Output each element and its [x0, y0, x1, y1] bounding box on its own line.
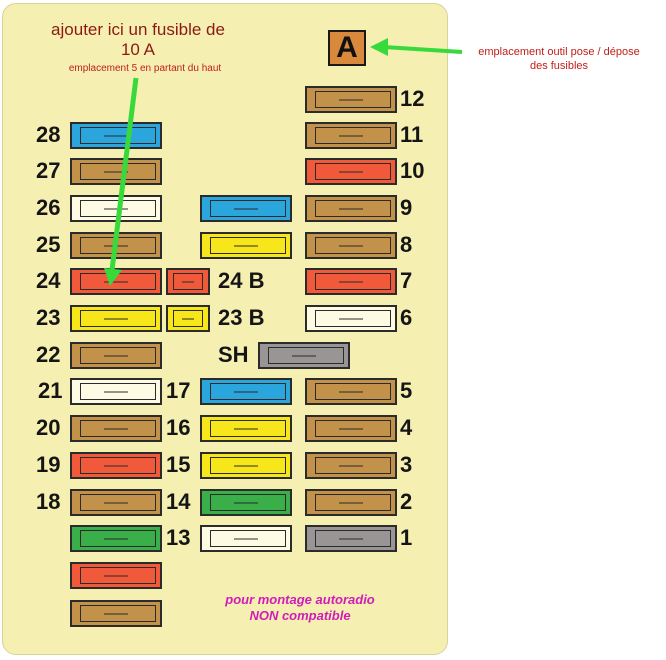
- fuse-link: [234, 538, 258, 539]
- fuse-link: [339, 428, 363, 429]
- fuse-link: [104, 281, 128, 282]
- fuse-link: [234, 208, 258, 209]
- radio-note-line-2: NON compatible: [249, 608, 351, 623]
- fuse-link: [182, 281, 194, 282]
- fuse-label: 15: [166, 452, 191, 477]
- fuse-link: [104, 318, 128, 319]
- fuse-unlabeled: [70, 525, 162, 552]
- fuse-link: [234, 391, 258, 392]
- fuse-label: 23 B: [218, 305, 265, 330]
- radio-note-line-1: pour montage autoradio: [225, 592, 375, 607]
- fuse-link: [104, 355, 128, 356]
- fuse-label: 6: [400, 305, 413, 330]
- fuse-label: 7: [400, 268, 413, 293]
- fuse-link: [104, 502, 128, 503]
- fuse-link: [104, 428, 128, 429]
- radio-compat-note: [190, 592, 410, 624]
- fuse-label: 23: [36, 305, 61, 330]
- fuse-8: [305, 232, 397, 259]
- tool-slot-box: A: [328, 30, 366, 66]
- fuse-unlabeled: [70, 562, 162, 589]
- tool-note-line-2: des fusibles: [529, 60, 589, 72]
- fuse-link: [234, 502, 258, 503]
- fuse-link: [182, 318, 194, 319]
- fuse-link: [339, 171, 363, 172]
- fuse-label: 9: [400, 195, 413, 220]
- fuse-label: SH: [218, 342, 249, 367]
- fuse-link: [339, 318, 363, 319]
- instruction-line-1: ajouter ici un fusible de: [51, 20, 225, 39]
- fuse-label: 16: [166, 415, 191, 440]
- fuse-23b: [166, 305, 210, 332]
- fuse-link: [104, 613, 128, 614]
- fuse-link: [339, 99, 363, 100]
- fuse-link: [104, 135, 128, 136]
- fuse-link: [339, 135, 363, 136]
- fuse-link: [104, 391, 128, 392]
- fuse-label: 11: [400, 122, 424, 147]
- fuse-label: 3: [400, 452, 413, 477]
- fuse-15: [200, 452, 292, 479]
- fuse-6: [305, 305, 397, 332]
- fuse-link: [234, 245, 258, 246]
- fuse-26: [70, 195, 162, 222]
- fuse-11: [305, 122, 397, 149]
- fuse-9: [305, 195, 397, 222]
- fuse-label: 25: [36, 232, 61, 257]
- fuse-10: [305, 158, 397, 185]
- fuse-label: 19: [36, 452, 61, 477]
- fuse-link: [104, 465, 128, 466]
- fuse-20: [70, 415, 162, 442]
- instruction-heading: [26, 20, 250, 60]
- fuse-17: [200, 378, 292, 405]
- fuse-2: [305, 489, 397, 516]
- fuse-link: [339, 281, 363, 282]
- fuse-label: 5: [400, 378, 413, 403]
- fuse-16: [200, 415, 292, 442]
- fuse-link: [104, 171, 128, 172]
- fuse-label: 2: [400, 489, 413, 514]
- fuse-label: 1: [400, 525, 413, 550]
- fuse-label: 14: [166, 489, 191, 514]
- fuse-label: 22: [36, 342, 61, 367]
- fuse-label: 24: [36, 268, 61, 293]
- fuse-unlabeled: [70, 600, 162, 627]
- fuse-label: 21: [38, 378, 63, 403]
- fuse-link: [104, 208, 128, 209]
- instruction-line-2: 10 A: [120, 40, 156, 59]
- fuse-unlabeled: [200, 232, 292, 259]
- fuse-unlabeled: [200, 195, 292, 222]
- fuse-3: [305, 452, 397, 479]
- fuse-label: 28: [36, 122, 61, 147]
- fuse-link: [339, 245, 363, 246]
- fuse-label: 18: [36, 489, 61, 514]
- fuse-link: [104, 245, 128, 246]
- fuse-14: [200, 489, 292, 516]
- instruction-subtext: emplacement 5 en partant du haut: [68, 63, 222, 74]
- fuse-24b: [166, 268, 210, 295]
- tool-slot-note: [454, 45, 664, 73]
- fuse-link: [339, 391, 363, 392]
- fuse-19: [70, 452, 162, 479]
- fuse-label: 8: [400, 232, 413, 257]
- fuse-12: [305, 86, 397, 113]
- fuse-5: [305, 378, 397, 405]
- fuse-4: [305, 415, 397, 442]
- fuse-link: [234, 428, 258, 429]
- fuse-link: [339, 208, 363, 209]
- fuse-label: 10: [400, 158, 425, 183]
- fuse-link: [104, 575, 128, 576]
- fuse-13: [200, 525, 292, 552]
- fuse-7: [305, 268, 397, 295]
- fuse-link: [339, 502, 363, 503]
- fuse-link: [292, 355, 316, 356]
- fuse-22: [70, 342, 162, 369]
- fuse-link: [104, 538, 128, 539]
- fuse-1: [305, 525, 397, 552]
- fuse-label: 13: [166, 525, 191, 550]
- fuse-label: 27: [36, 158, 61, 183]
- tool-note-line-1: emplacement outil pose / dépose: [478, 46, 640, 58]
- fuse-18: [70, 489, 162, 516]
- fuse-25: [70, 232, 162, 259]
- fuse-link: [234, 465, 258, 466]
- fuse-23: [70, 305, 162, 332]
- fuse-link: [339, 538, 363, 539]
- fuse-label: 4: [400, 415, 413, 440]
- fuse-sh: [258, 342, 350, 369]
- fuse-link: [339, 465, 363, 466]
- fuse-24: [70, 268, 162, 295]
- fuse-27: [70, 158, 162, 185]
- fuse-label: 26: [36, 195, 61, 220]
- fuse-28: [70, 122, 162, 149]
- fuse-21: [70, 378, 162, 405]
- fuse-label: 20: [36, 415, 61, 440]
- fuse-label: 24 B: [218, 268, 265, 293]
- fuse-label: 12: [400, 86, 425, 111]
- fuse-label: 17: [166, 378, 191, 403]
